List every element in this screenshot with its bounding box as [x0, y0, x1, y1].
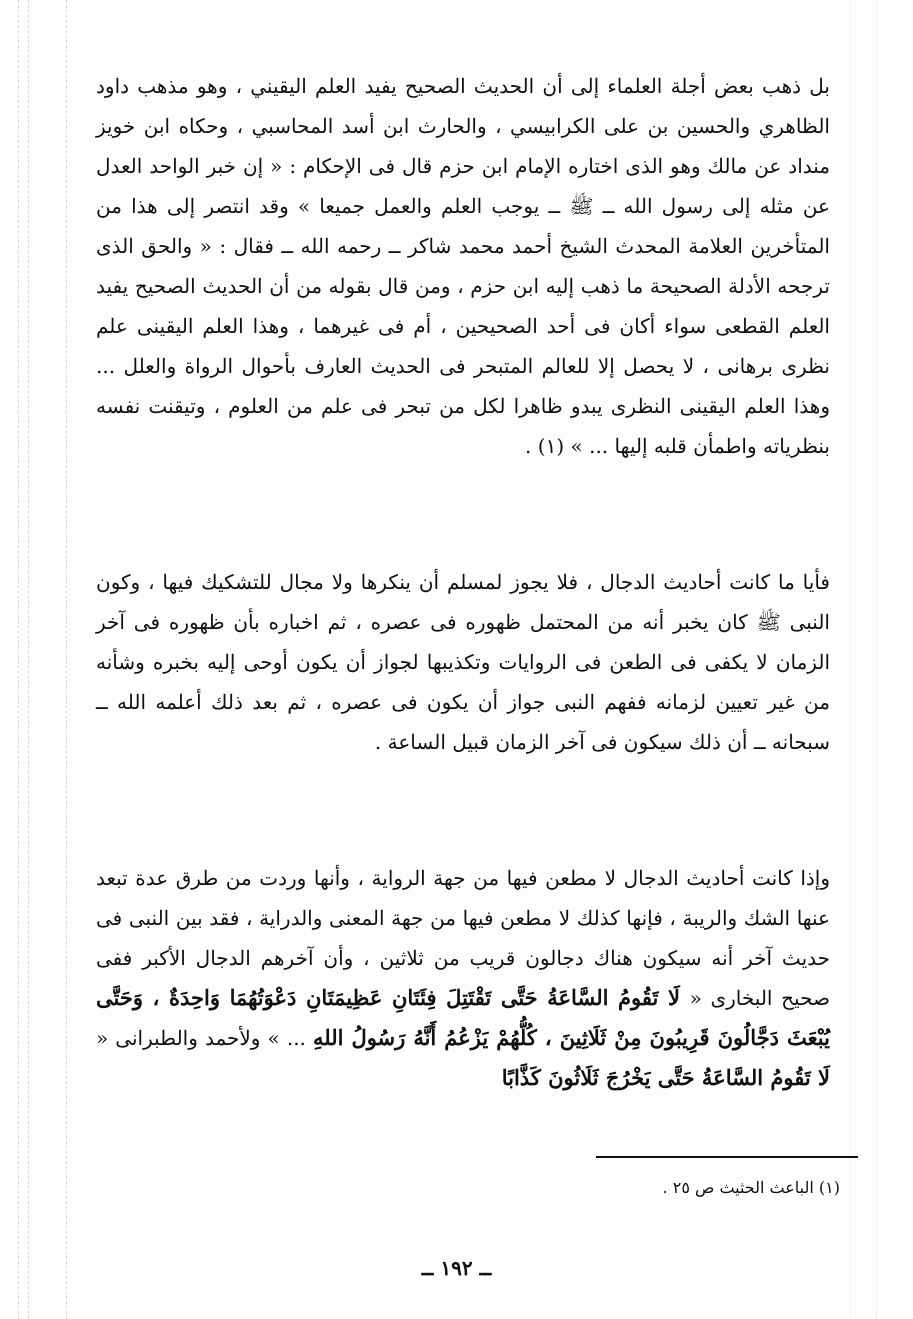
scan-artifact-line	[850, 0, 851, 1319]
footnote: (١) الباعث الحثيث ص ٢٥ .	[662, 1178, 840, 1197]
scan-artifact-line	[18, 0, 19, 1319]
scan-artifact-line	[66, 0, 67, 1319]
page-number: ــ ١٩٢ ــ	[421, 1256, 492, 1280]
hadith-quote-2: لَا تَقُومُ السَّاعَةُ حَتَّى يَخْرُجَ ثَلَاثُونَ كَذَّابًا	[501, 1065, 830, 1090]
hadith-quote-1: لَا تَقُومُ السَّاعَةُ حَتَّى تَقْتَتِلَ فِئَتَانِ عَظِيمَتَانِ دَعْوَتُهُمَا وَاحِدَةٌ ، وَحَتَّى يُبْعَثَ دَجَّالُونَ قَرِيبُونَ مِنْ ثَلَاثِينَ ، كُلُّهُمْ يَزْعُمُ أَنَّهُ رَسُولُ اللهِ	[96, 985, 830, 1050]
paragraph-3-text: وإذا كانت أحاديث الدجال لا مطعن فيها من جهة الرواية ، وأنها وردت من طرق عدة تبعد عنها الشك والريبة ، فإنها كذلك لا مطعن فيها من جهة المعنى والدراية ، فقد بين النبى فى حديث آخر أنه سيكون هناك دجالون قريب من ثلاثين ، وأن آخرهم الدجال الأكبر ففى صحيح البخارى «	[96, 866, 830, 1010]
paragraph-3	[96, 858, 830, 1098]
paragraph-3-connector: ... » ولأحمد والطبرانى «	[96, 1026, 313, 1050]
paragraph-2: فأيا ما كانت أحاديث الدجال ، فلا يجوز لمسلم أن ينكرها ولا مجال للتشكيك فيها ، وكون النبى ﷺ كان يخبر أنه من المحتمل ظهوره فى عصره ، ثم اخباره بأن ظهوره فى آخر الزمان لا يكفى فى الطعن فى الروايات وتكذيبها لجواز أن يكون أوحى إليه بخبره وشأنه من غير تعيين لزمانه ففهم النبى جواز أن يكون فى عصره ، ثم بعد ذلك أعلمه الله ــ سبحانه ــ أن ذلك سيكون فى آخر الزمان قبيل الساعة .	[96, 570, 830, 754]
footnote-divider	[596, 1156, 858, 1158]
scan-artifact-line	[28, 0, 29, 1319]
paragraph-1: بل ذهب بعض أجلة العلماء إلى أن الحديث الصحيح يفيد العلم اليقيني ، وهو مذهب داود الظاهري والحسين بن على الكرابيسي ، والحارث ابن أسد المحاسبي ، وحكاه ابن خويز منداد عن مالك وهو الذى اختاره الإمام ابن حزم قال فى الإحكام : « إن خبر الواحد العدل عن مثله إلى رسول الله ــ ﷺ ــ يوجب العلم والعمل جميعا » وقد انتصر إلى هذا من المتأخرين العلامة المحدث الشيخ أحمد محمد شاكر ــ رحمه الله ــ فقال : « والحق الذى ترجحه الأدلة الصحيحة ما ذهب إليه ابن حزم ، ومن قال بقوله من أن الحديث الصحيح يفيد العلم القطعى سواء أكان فى أحد الصحيحين ، أم فى غيرهما ، وهذا العلم اليقينى علم نظرى برهانى ، لا يحصل إلا للعالم المتبحر فى الحديث العارف بأحوال الرواة والعلل ... وهذا العلم اليقينى النظرى يبدو ظاهرا لكل من تبحر فى علم من العلوم ، وتيقنت نفسه بنظرياته واطمأن قلبه إليها ... » (١) .	[96, 74, 831, 458]
scan-artifact-line	[876, 0, 877, 1319]
